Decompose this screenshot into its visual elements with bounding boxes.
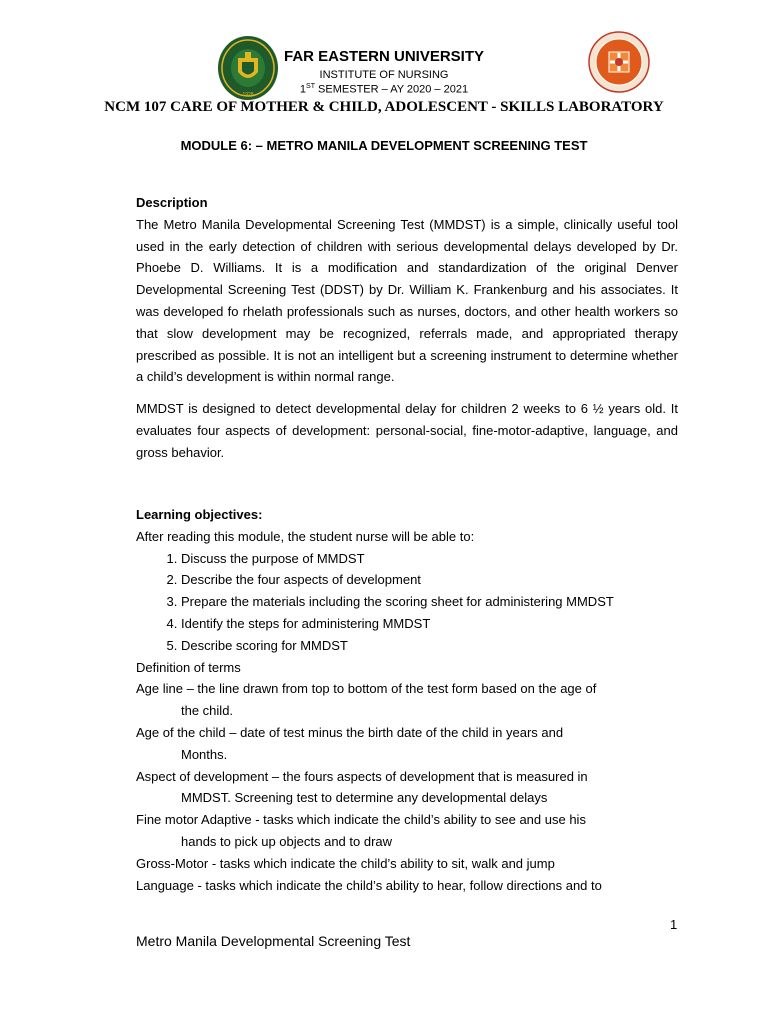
term-gross-motor: Gross-Motor - tasks which indicate the child’s ability to sit, walk and jump	[136, 855, 555, 871]
term-fine-motor-adaptive: Fine motor Adaptive - tasks which indicate the child’s ability to see and use his hands to pick up objects and to draw	[136, 812, 586, 849]
term-aspect-of-development: Aspect of development – the fours aspects of development that is measured in MMDST. Screening test to determine any developmental delays	[136, 768, 588, 806]
description-section	[136, 192, 678, 388]
list-item: 2. Describe the four aspects of development	[181, 569, 678, 591]
list-item: 1. Discuss the purpose of MMDST	[181, 548, 678, 570]
university-name: FAR EASTERN UNIVERSITY	[283, 48, 485, 65]
objectives-heading: Learning objectives:	[136, 507, 263, 522]
course-title: NCM 107 CARE OF MOTHER & CHILD, ADOLESCENT - SKILLS LABORATORY	[104, 99, 664, 115]
definitions-heading: Definition of terms	[136, 659, 241, 675]
description-heading: Description	[136, 195, 208, 210]
objectives-list	[136, 548, 678, 657]
term-language: Language - tasks which indicate the child’s ability to hear, follow directions and to	[136, 877, 602, 893]
svg-text:1928: 1928	[242, 92, 254, 98]
institute-name: INSTITUTE OF NURSING	[319, 69, 449, 81]
page-number: 1	[670, 917, 678, 932]
list-item: 5. Describe scoring for MMDST	[181, 635, 678, 657]
term-age-of-child: Age of the child – date of test minus the birth date of the child in years and Months.	[136, 724, 564, 762]
list-item: 3. Prepare the materials including the scoring sheet for administering MMDST	[181, 591, 678, 613]
objectives-intro: After reading this module, the student nurse will be able to:	[136, 528, 475, 544]
objectives-section	[136, 504, 678, 896]
page-footer: Metro Manila Developmental Screening Test	[136, 933, 411, 949]
list-item: 4. Identify the steps for administering MMDST	[181, 613, 678, 635]
description-paragraph-1: The Metro Manila Developmental Screening Test (MMDST) is a simple, clinically useful tool used in the early detection of children with serious developmental delays developed by Dr. Phoebe D. Williams. It is a modification and standardization of the original Denver Developmental Screening Test (DDST) by Dr. William K. Frankenburg and his associates. It was developed fo rhelath professionals such as nurses, doctors, and other health workers so that slow development may be recognized, referrals made, and appropriated therapy prescribed as possible. It is not an intelligent but a screening instrument to determine whether a child’s development is within normal range.	[136, 216, 678, 385]
module-title: MODULE 6: – METRO MANILA DEVELOPMENT SCREENING TEST	[180, 138, 588, 153]
description-paragraph-2: MMDST is designed to detect developmental delay for children 2 weeks to 6 ½ years old. It evaluates four aspects of development: personal-social, fine-motor-adaptive, language, and gross behavior.	[136, 401, 678, 460]
description-section-2	[136, 398, 678, 463]
semester-line: 1ST SEMESTER – AY 2020 – 2021	[299, 83, 469, 96]
term-age-line: Age line – the line drawn from top to bottom of the test form based on the age of the child.	[136, 681, 597, 719]
